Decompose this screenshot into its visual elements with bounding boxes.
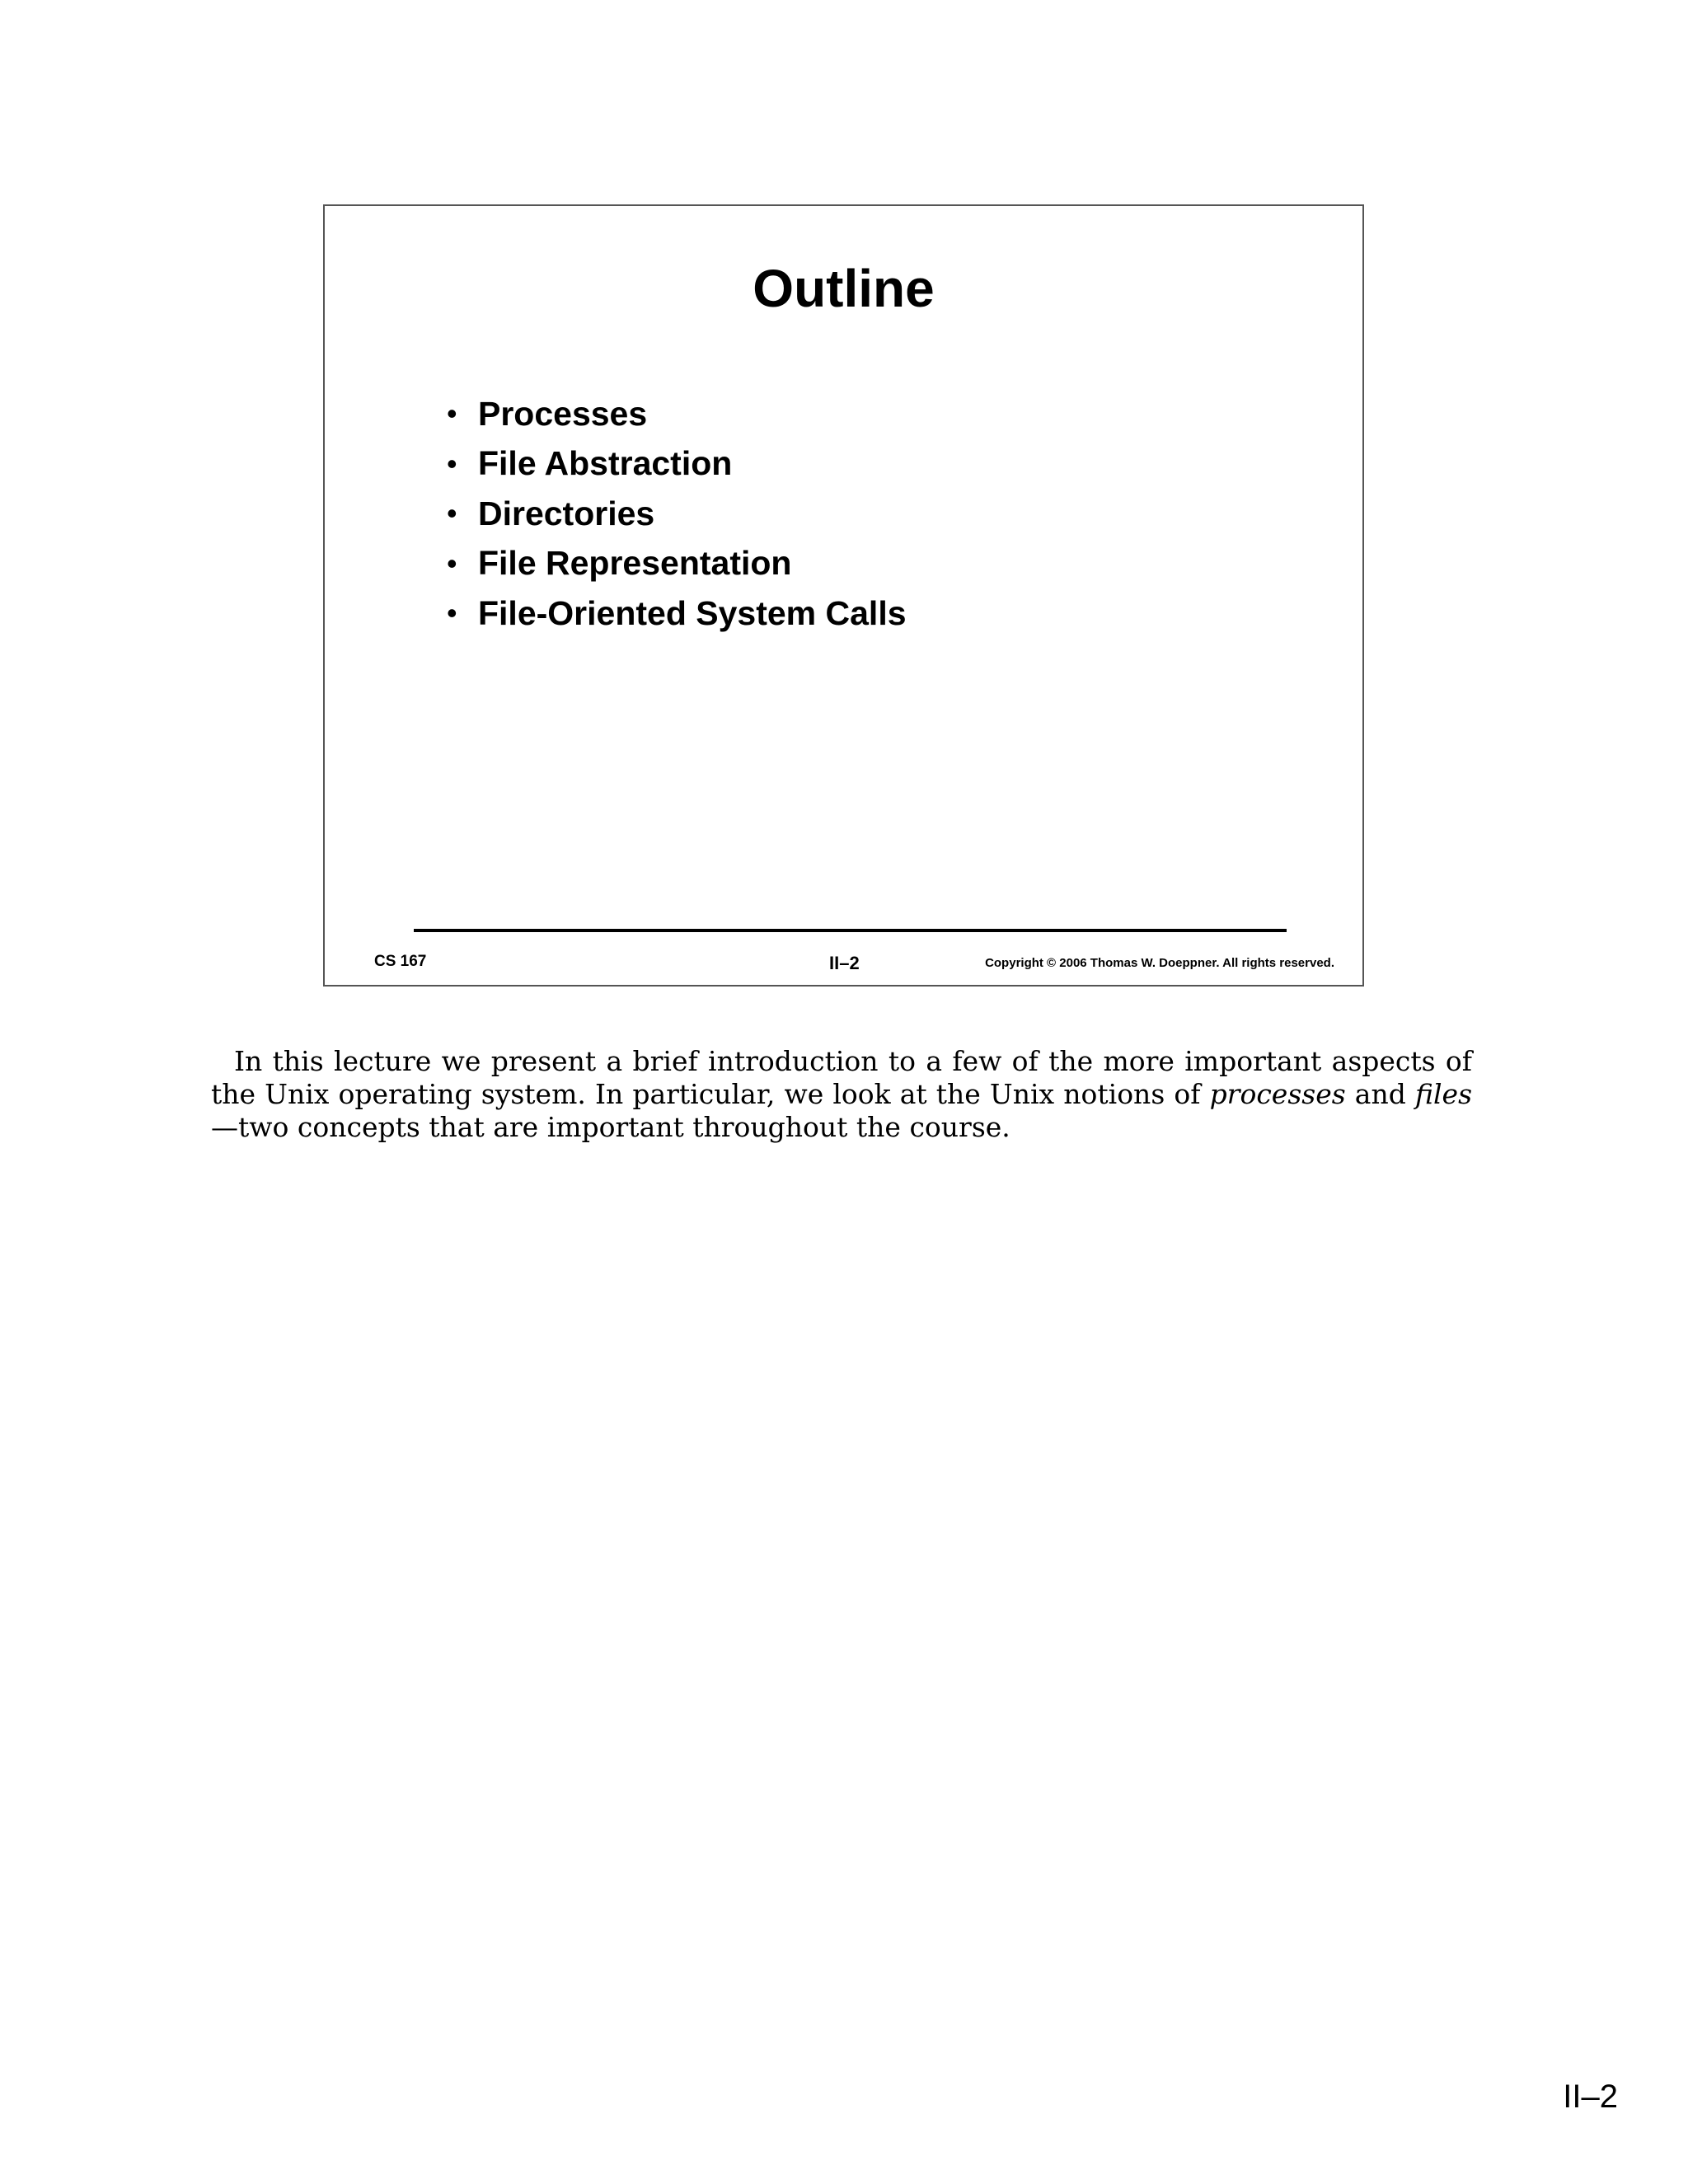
notes-text: and (1345, 1078, 1415, 1110)
outline-item (447, 389, 907, 439)
course-label: CS 167 (374, 953, 427, 970)
outline-item (447, 539, 907, 589)
outline-item-label: Processes (478, 394, 648, 433)
outline-item-label: Directories (478, 494, 655, 532)
slide-number: II–2 (829, 953, 860, 973)
lecture-notes-paragraph (211, 1045, 1472, 1144)
notes-text: In this lecture we present a brief introduction to a few of the more important aspects of the Unix operating system. In particular, we look at the Unix notions of (211, 1045, 1472, 1110)
page-number: II–2 (1563, 2079, 1618, 2115)
notes-text: —two concepts that are important throughout the course. (211, 1111, 1010, 1143)
copyright-notice: Copyright © 2006 Thomas W. Doeppner. All rights reserved. (985, 956, 1334, 970)
slide-frame (323, 204, 1364, 987)
bullet-icon: • (447, 596, 457, 630)
outline-list (447, 389, 907, 639)
outline-item-label: File Abstraction (478, 444, 733, 483)
bullet-icon: • (447, 446, 457, 480)
bullet-icon: • (447, 546, 457, 580)
notes-emphasis-files: files (1414, 1078, 1472, 1110)
outline-item-label: File-Oriented System Calls (478, 593, 907, 632)
bullet-icon: • (447, 396, 457, 431)
slide-title: Outline (753, 259, 935, 318)
notes-emphasis-processes: processes (1209, 1078, 1346, 1110)
bullet-icon: • (447, 496, 457, 531)
outline-item (447, 588, 907, 639)
outline-item (447, 489, 907, 539)
outline-item-label: File Representation (478, 544, 792, 583)
footer-divider (414, 929, 1287, 932)
outline-item (447, 439, 907, 490)
